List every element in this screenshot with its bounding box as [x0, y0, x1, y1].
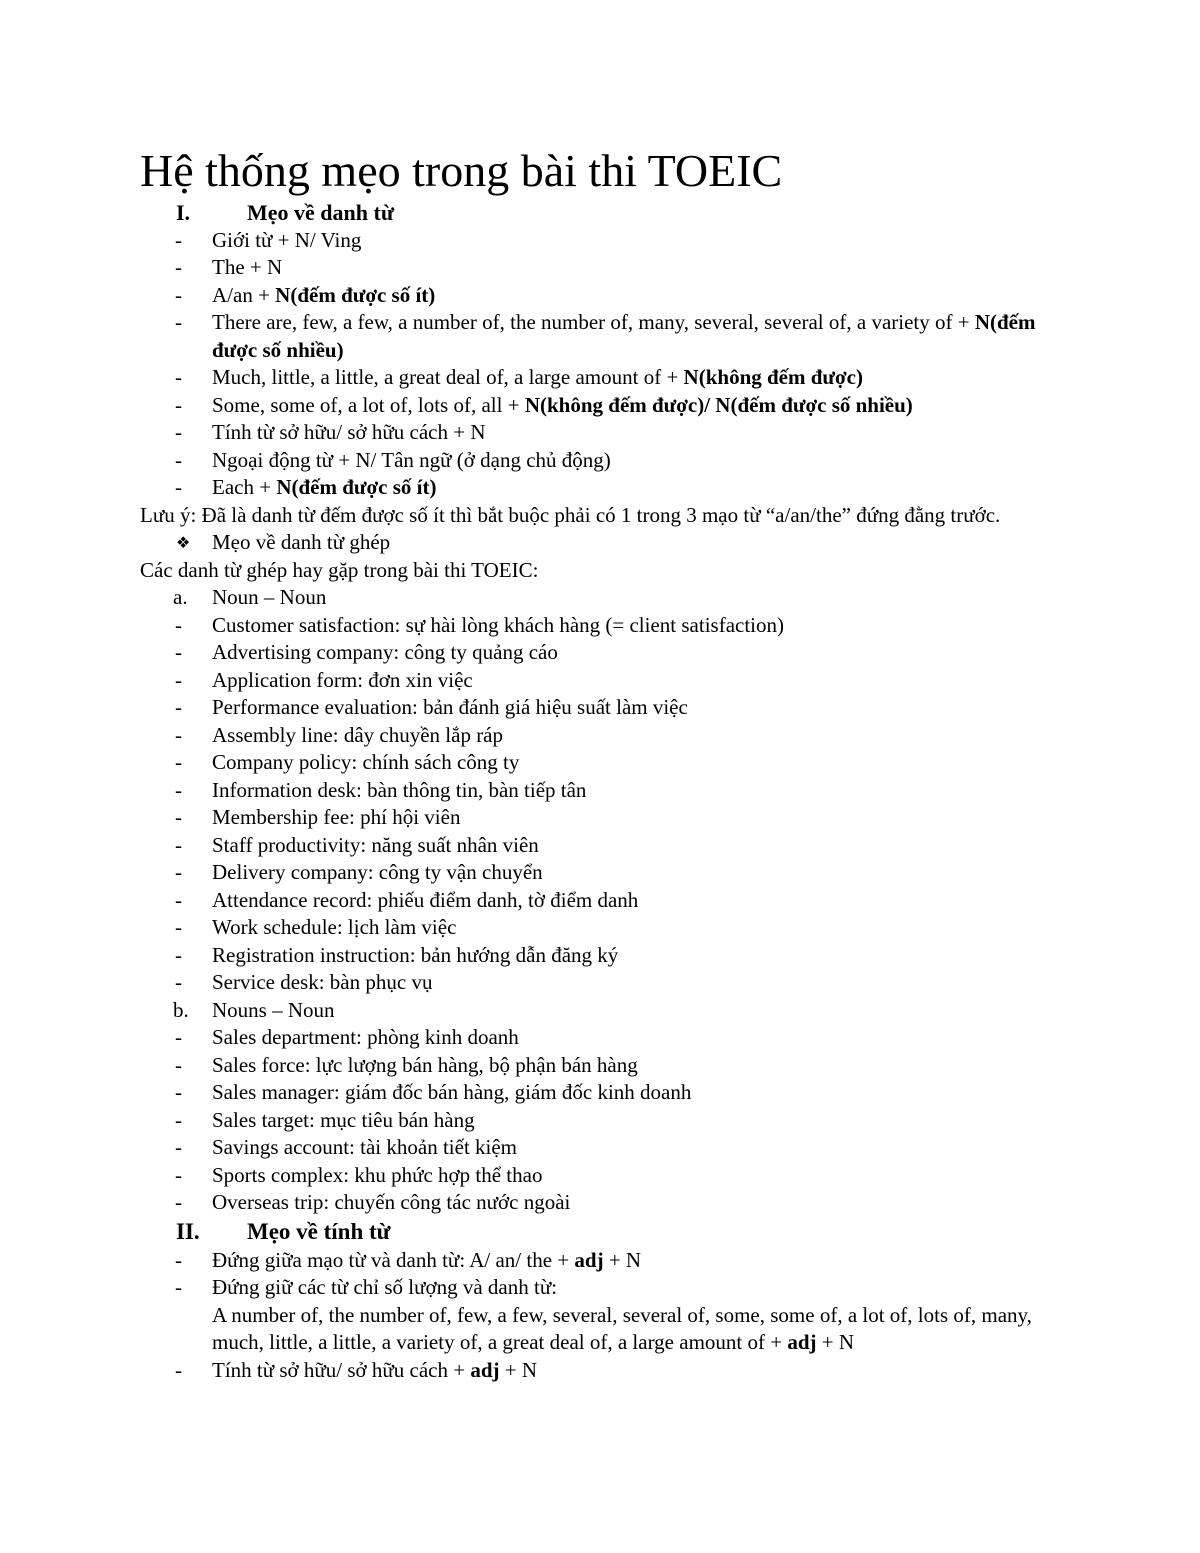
- list-item-text: Sports complex: khu phức hợp thể thao: [212, 1162, 543, 1187]
- group-a-label: Noun – Noun: [212, 585, 327, 609]
- compound-noun-item: [140, 942, 1065, 970]
- list-item-text: The + N: [212, 255, 283, 279]
- noun-tip-item: [140, 392, 1065, 420]
- adj-tip-item: [140, 1247, 1065, 1275]
- dash-bullet: -: [175, 640, 182, 664]
- list-item-text: Work schedule: lịch làm việc: [212, 915, 457, 939]
- document-title: Hệ thống mẹo trong bài thi TOEIC: [140, 145, 783, 196]
- compound-noun-subheading-label: Mẹo về danh từ ghép: [212, 530, 391, 554]
- adj-tip-text: Đứng giữ các từ chỉ số lượng và danh từ:: [212, 1275, 558, 1299]
- list-item-bold-text: N(đếm được số ít): [275, 282, 436, 307]
- list-item-text: Information desk: bàn thông tin, bàn tiếp tân: [212, 777, 587, 802]
- dash-bullet: -: [175, 1190, 182, 1214]
- dash-bullet: -: [175, 777, 182, 802]
- section-2-number: II.: [176, 1218, 200, 1244]
- list-item-text: Company policy: chính sách công ty: [212, 750, 520, 774]
- adj-tip-text-end: + N: [499, 1357, 538, 1382]
- noun-tip-item: [140, 282, 1065, 310]
- note-paragraph: Lưu ý: Đã là danh từ đếm được số ít thì bắt buộc phải có 1 trong 3 mạo từ “a/an/the” đứng đằng trước.: [140, 502, 1001, 527]
- list-item-text: Delivery company: công ty vận chuyển: [212, 860, 543, 884]
- dash-bullet: -: [175, 860, 182, 884]
- compound-noun-item: [140, 1134, 1065, 1162]
- adj-tip-item: [140, 1357, 1065, 1385]
- list-item-text: Advertising company: công ty quảng cáo: [212, 640, 558, 664]
- dash-bullet: -: [175, 942, 182, 967]
- list-item-text: Sales manager: giám đốc bán hàng, giám đốc kinh doanh: [212, 1080, 692, 1104]
- dash-bullet: -: [175, 1052, 182, 1077]
- dash-bullet: -: [175, 915, 182, 939]
- list-item-text: Application form: đơn xin việc: [212, 667, 473, 692]
- list-item-text: Service desk: bàn phục vụ: [212, 970, 433, 994]
- list-item-bold-text: N(đếm được số ít): [276, 475, 437, 499]
- dash-bullet: -: [175, 1162, 182, 1187]
- dash-bullet: -: [175, 832, 182, 857]
- compound-noun-item: [140, 1079, 1065, 1107]
- adj-tip-bold: adj: [787, 1330, 817, 1354]
- compound-noun-item: [140, 777, 1065, 805]
- adj-tip-text: A number of, the number of, few, a few, several, several of, some, some of, a lot of, lots of, many, much, little, a little, a variety of, a great deal of, a large amount of +: [212, 1302, 1032, 1354]
- document-body: [140, 199, 1065, 1384]
- dash-bullet: -: [175, 970, 182, 994]
- compound-noun-item: [140, 1107, 1065, 1135]
- dash-bullet: -: [175, 227, 182, 252]
- dash-bullet: -: [175, 475, 182, 499]
- list-item-text: A/an +: [212, 282, 276, 307]
- compound-noun-item: [140, 914, 1065, 942]
- list-item-text: Staff productivity: năng suất nhân viên: [212, 832, 539, 857]
- adj-tip-text-end: + N: [816, 1330, 855, 1354]
- list-item-bold-text: N(đếm được số nhiều): [212, 310, 1036, 362]
- list-item-text: Attendance record: phiếu điểm danh, tờ điểm danh: [212, 887, 639, 912]
- noun-tips-list: [140, 227, 1065, 502]
- dash-bullet: -: [175, 887, 182, 912]
- compound-noun-item: [140, 887, 1065, 915]
- dash-bullet: -: [175, 420, 182, 444]
- compound-noun-item: [140, 1162, 1065, 1190]
- list-item-text: Some, some of, a lot of, lots of, all +: [212, 392, 525, 417]
- list-item-text: Customer satisfaction: sự hài lòng khách hàng (= client satisfaction): [212, 612, 785, 637]
- group-a-marker: a.: [173, 585, 188, 609]
- section-1-title: Mẹo về danh từ: [247, 200, 395, 225]
- dash-bullet: -: [175, 695, 182, 719]
- adj-tip-text-end: + N: [603, 1247, 642, 1272]
- noun-tip-item: [140, 227, 1065, 255]
- dash-bullet: -: [175, 1275, 182, 1299]
- dash-bullet: -: [175, 1080, 182, 1104]
- dash-bullet: -: [175, 722, 182, 747]
- compound-noun-item: [140, 969, 1065, 997]
- group-b-marker: b.: [173, 997, 189, 1022]
- list-item-text: There are, few, a few, a number of, the number of, many, several, several of, a variety of +: [212, 310, 975, 334]
- compound-noun-intro: Các danh từ ghép hay gặp trong bài thi TOEIC:: [140, 557, 539, 582]
- adj-tip-item: [140, 1274, 1065, 1357]
- list-item-text: Tính từ sở hữu/ sở hữu cách + N: [212, 420, 486, 444]
- dash-bullet: -: [175, 612, 182, 637]
- list-item-text: Giới từ + N/ Ving: [212, 227, 362, 252]
- group-b-heading: [140, 997, 1065, 1025]
- list-item-text: Overseas trip: chuyến công tác nước ngoài: [212, 1190, 571, 1214]
- list-item-text: Sales force: lực lượng bán hàng, bộ phận bán hàng: [212, 1052, 638, 1077]
- list-item-text: Each +: [212, 475, 277, 499]
- dash-bullet: -: [175, 392, 182, 417]
- dash-bullet: -: [175, 447, 182, 472]
- diamond-bullet-icon: ❖: [176, 533, 191, 552]
- compound-noun-item: [140, 804, 1065, 832]
- dash-bullet: -: [175, 1247, 182, 1272]
- dash-bullet: -: [175, 805, 182, 829]
- list-item-text: Assembly line: dây chuyền lắp ráp: [212, 722, 504, 747]
- dash-bullet: -: [175, 310, 182, 334]
- compound-noun-item: [140, 859, 1065, 887]
- compound-noun-item: [140, 1189, 1065, 1217]
- group-b-label: Nouns – Noun: [212, 997, 335, 1022]
- dash-bullet: -: [175, 1025, 182, 1049]
- compound-noun-item: [140, 667, 1065, 695]
- section-1-number: I.: [176, 200, 191, 225]
- compound-noun-item: [140, 639, 1065, 667]
- compound-noun-item: [140, 1052, 1065, 1080]
- noun-tip-item: [140, 254, 1065, 282]
- noun-tip-item: [140, 447, 1065, 475]
- group-a-heading: [140, 584, 1065, 612]
- compound-noun-item: [140, 1024, 1065, 1052]
- noun-tip-item: [140, 419, 1065, 447]
- adj-tip-text: Đứng giữa mạo từ và danh từ: A/ an/ the +: [212, 1247, 575, 1272]
- list-item-text: Ngoại động từ + N/ Tân ngữ (ở dạng chủ động): [212, 447, 611, 472]
- list-item-text: Membership fee: phí hội viên: [212, 805, 461, 829]
- noun-tip-item: [140, 474, 1065, 502]
- dash-bullet: -: [175, 1107, 182, 1132]
- list-item-text: Sales department: phòng kinh doanh: [212, 1025, 519, 1049]
- list-item-text: Performance evaluation: bản đánh giá hiệu suất làm việc: [212, 695, 688, 719]
- noun-noun-list: [140, 612, 1065, 997]
- list-item-text: Sales target: mục tiêu bán hàng: [212, 1107, 475, 1132]
- nouns-noun-list: [140, 1024, 1065, 1217]
- section-2-title: Mẹo về tính từ: [247, 1218, 391, 1244]
- compound-noun-item: [140, 694, 1065, 722]
- noun-tip-item: [140, 309, 1065, 364]
- list-item-text: Registration instruction: bản hướng dẫn đăng ký: [212, 942, 619, 967]
- compound-noun-item: [140, 722, 1065, 750]
- adj-tip-bold: adj: [574, 1247, 604, 1272]
- noun-tip-item: [140, 364, 1065, 392]
- adj-tip-bold: adj: [470, 1357, 500, 1382]
- dash-bullet: -: [175, 282, 182, 307]
- list-item-bold-text: N(không đếm được): [683, 365, 863, 389]
- compound-noun-subheading: [140, 529, 1065, 557]
- list-item-bold-text: N(không đếm được)/ N(đếm được số nhiều): [524, 392, 913, 417]
- compound-noun-item: [140, 612, 1065, 640]
- compound-noun-item: [140, 749, 1065, 777]
- list-item-text: Savings account: tài khoản tiết kiệm: [212, 1135, 518, 1159]
- dash-bullet: -: [175, 365, 182, 389]
- adj-tip-text: Tính từ sở hữu/ sở hữu cách +: [212, 1357, 471, 1382]
- section-2-heading: [140, 1217, 1065, 1247]
- dash-bullet: -: [175, 750, 182, 774]
- compound-noun-item: [140, 832, 1065, 860]
- dash-bullet: -: [175, 667, 182, 692]
- dash-bullet: -: [175, 1357, 182, 1382]
- dash-bullet: -: [175, 255, 182, 279]
- list-item-text: Much, little, a little, a great deal of, a large amount of +: [212, 365, 684, 389]
- section-1-heading: [140, 199, 1065, 227]
- adj-tip-quantifiers: [212, 1302, 1065, 1357]
- dash-bullet: -: [175, 1135, 182, 1159]
